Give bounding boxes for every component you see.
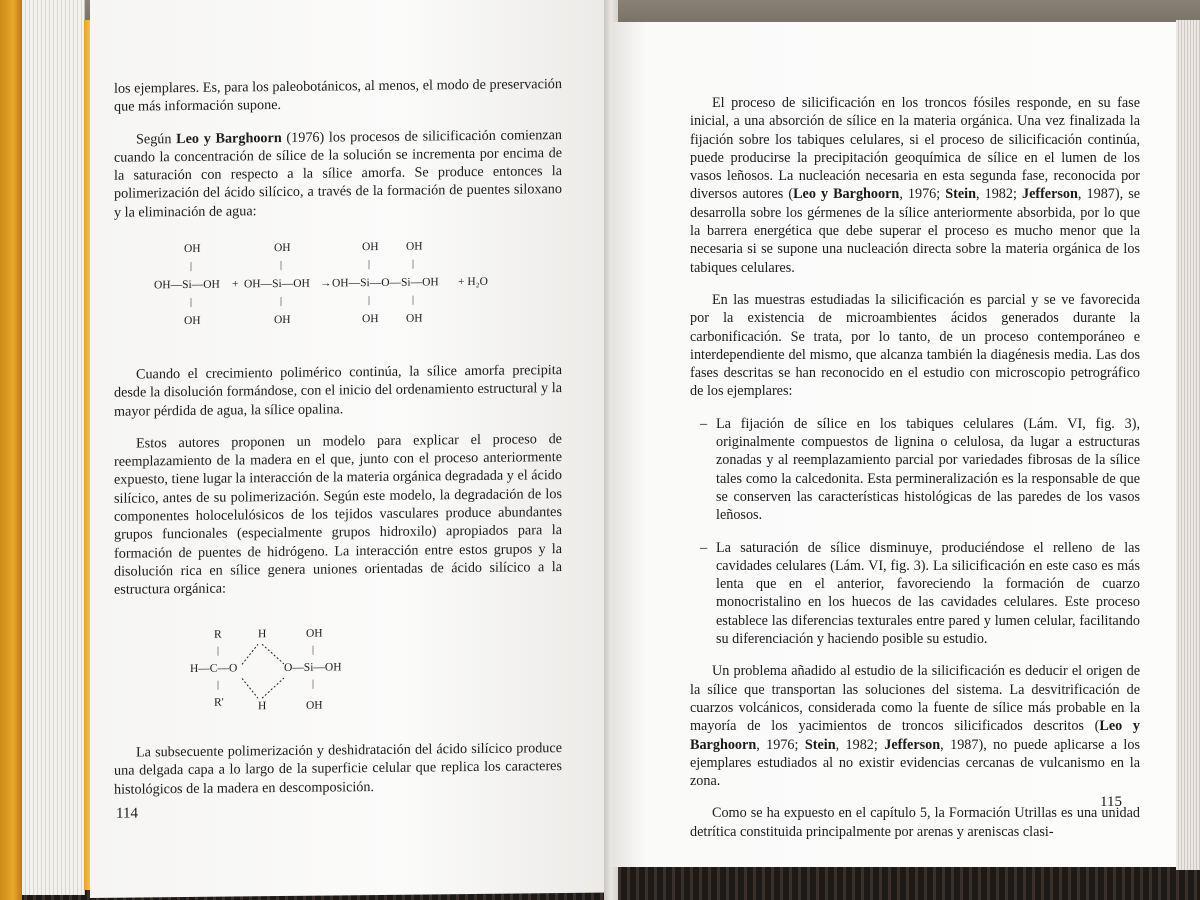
paragraph: Estos autores proponen un modelo para explicar el proceso de reemplazamiento de la madera en el que, junto con el proceso anteriormente expuesto, tiene lugar la interacción de la materia orgánica degradada y el ácido silícico, antes de su polimerización. Según este modelo, la degradación de los componentes holocelulósicos de los tejidos vasculares produce abundantes grupos funcionales (especialmente grupos hidroxilo) apropiados para la formación de puentes de hidrógeno. La interacción entre estos grupos y la disolución rica en sílice genera uniones orientadas de ácido silícico a la estructura orgánica: <box>114 430 562 599</box>
list-item-text: La saturación de sílice disminuye, produciéndose el relleno de las cavidades celulares (Lám. VI, fig. 3). La silicificación en este caso es más lenta que en el anterior, favoreciendo la formación de cuarzo monocristalino en los huecos de las cavidades celulares. Este proceso establece las diferencias texturales entre pared y lumen celular, facilitando su diferenciación y haciendo posible su estudio. <box>716 539 1140 648</box>
oh-group: OH <box>406 240 423 253</box>
bond: | <box>217 645 220 657</box>
list-item <box>700 415 1140 525</box>
text-run: , 1987), no puede aplicarse a los ejemplares estudiados al no existir evidencias cercanas de vulcanismo en la zona. <box>690 736 1140 790</box>
oh-group: OH <box>274 241 291 255</box>
bond: | <box>368 259 371 271</box>
silicic-acid-term: OH—Si—OH <box>244 277 310 291</box>
left-text-block-bottom <box>114 739 562 799</box>
text-run: (1976) los procesos de silicificación comienzan cuando la concentración de sílice de la solución se incrementa por encima de la saturación con respecto a la sílice amorfa. Se produce entonces la polimerización del ácido silícico, a través de la formación de puentes siloxano y la eliminación de agua: <box>114 126 562 221</box>
r-group: R <box>214 628 222 641</box>
author-citation: Leo y Barghoorn <box>793 186 900 203</box>
right-page-stack <box>1176 20 1200 870</box>
author-citation: Jefferson <box>884 736 941 753</box>
right-text-block <box>690 94 1140 841</box>
page-number-left: 114 <box>116 805 138 822</box>
bond: | <box>280 295 283 308</box>
left-text-block-mid <box>114 361 562 599</box>
hydrogen-bond-structure <box>186 627 366 721</box>
r-prime-group: R' <box>214 696 224 709</box>
page-number-right: 115 <box>1100 794 1122 810</box>
oh-group: OH <box>184 242 201 256</box>
disilicic-term: OH—Si—O—Si—OH <box>332 276 439 290</box>
bond: | <box>217 679 220 691</box>
paragraph: Como se ha expuesto en el capítulo 5, la Formación Utrillas es una unidad detrítica constituida principalmente por arenas y areniscas clasi- <box>690 805 1140 840</box>
hydrogen-atom: H <box>258 628 267 641</box>
oh-group: OH <box>306 699 323 712</box>
carbon-hydroxyl-group: H—C—O <box>190 662 238 675</box>
left-text-block-top <box>114 75 562 222</box>
hydrogen-atom: H <box>258 700 267 713</box>
bond: | <box>312 678 315 690</box>
bond: | <box>412 258 415 270</box>
text-run: , 1987), se desarrolla sobre los gérmenes de la sílice anteriormente absorbida, por lo que la barrera energética que debe superar el proceso es mucho menor que la necesaria si se supone una nucleación directa sobre la materia orgánica de los tabiques celulares. <box>690 186 1141 276</box>
paragraph <box>690 94 1140 277</box>
oh-group: OH <box>362 240 379 254</box>
text-run: , 1982; <box>976 186 1022 203</box>
oh-group: OH <box>306 627 323 640</box>
bond: | <box>190 260 193 272</box>
text-run: , 1982; <box>835 736 885 753</box>
author-citation: Stein <box>945 186 977 203</box>
text-run: Según <box>136 130 177 148</box>
text-run: El proceso de silicificación en los troncos fósiles responde, en su fase inicial, a una absorción de sílice en la materia orgánica. Una vez finalizada la fijación sobre los tabiques celulares, si el proceso de silicificación continúa, puede producirse la precipitación geoquímica de sílice en el lumen de los vasos leñosos. La nucleación necesaria en esta segunda fase, reconocida por diversos autores ( <box>690 95 1140 203</box>
author-citation: Stein <box>804 736 836 753</box>
text-run: , 1976; <box>756 736 805 753</box>
bond: | <box>280 259 283 272</box>
author-citation: Leo y Barghoorn <box>176 129 282 147</box>
list-item <box>700 539 1140 649</box>
oh-group: OH <box>406 312 423 325</box>
paragraph: los ejemplares. Es, para los paleobotánicos, al menos, el modo de preservación que más información supone. <box>114 76 562 116</box>
paragraph <box>114 126 562 222</box>
water-term: + H₂O <box>458 275 488 289</box>
paragraph <box>690 662 1140 790</box>
oh-group: OH <box>362 312 379 326</box>
reaction-arrow: → <box>320 277 332 290</box>
bond: | <box>412 294 415 306</box>
silicic-acid-term: OH—Si—OH <box>154 278 220 292</box>
right-page <box>612 22 1179 867</box>
silicic-acid-reaction <box>154 235 534 331</box>
list-item-text: La fijación de sílice en los tabiques celulares (Lám. VI, fig. 3), originalmente compuestos de lignina o celulosa, da lugar a estructuras zonadas y al reemplazamiento parcial por variedades fibrosas de la sílice tales como la calcedonita. Esta permineralización es la responsable de que se conserven las características histológicas de las paredes de los vasos leñosos. <box>716 415 1140 524</box>
bond: | <box>190 296 193 308</box>
dash-bullet: – <box>700 415 708 432</box>
text-run: , 1976; <box>899 186 946 203</box>
book-cover-edge <box>0 0 22 900</box>
left-page <box>90 0 610 898</box>
dash-bullet: – <box>700 539 708 556</box>
paragraph: La subsecuente polimerización y deshidratación del ácido silícico produce una delgada capa a lo largo de la superficie celular que replica los caracteres histológicos de la madera en descomposición. <box>114 740 562 798</box>
oh-group: OH <box>184 314 201 328</box>
text-run: Un problema añadido al estudio de la silicificación es deducir el origen de la sílice que transportan las soluciones del sistema. La desvitrificación de cuarzos volcánicos, considerada como la fuente de sílice más probable en la mayoría de los yacimientos de troncos silicificados descritos ( <box>690 663 1140 735</box>
author-citation: Leo y Barghoorn <box>690 718 1140 753</box>
left-page-stack <box>22 0 85 895</box>
paragraph: Cuando el crecimiento polimérico continúa, la sílice amorfa precipita desde la disolución formándose, con el inicio del ordenamiento estructural y la mayor pérdida de agua, la sílice opalina. <box>114 362 562 420</box>
plus-sign: + <box>232 278 239 291</box>
author-citation: Jefferson <box>1021 186 1078 203</box>
bond: | <box>368 295 371 307</box>
silanol-group: O—Si—OH <box>284 661 342 674</box>
oh-group: OH <box>274 313 291 327</box>
paragraph: En las muestras estudiadas la silicificación es parcial y se ve favorecida por la existencia de microambientes ácidos generados durante la carbonificación. Se trata, por lo tanto, de un proceso contemporáneo e interdependiente del mismo, que alcanza también la diagénesis media. Las dos fases descritas se han reconocido en el estudio con microscopio petrográfico de los ejemplares: <box>690 291 1140 400</box>
bond: | <box>312 644 315 656</box>
